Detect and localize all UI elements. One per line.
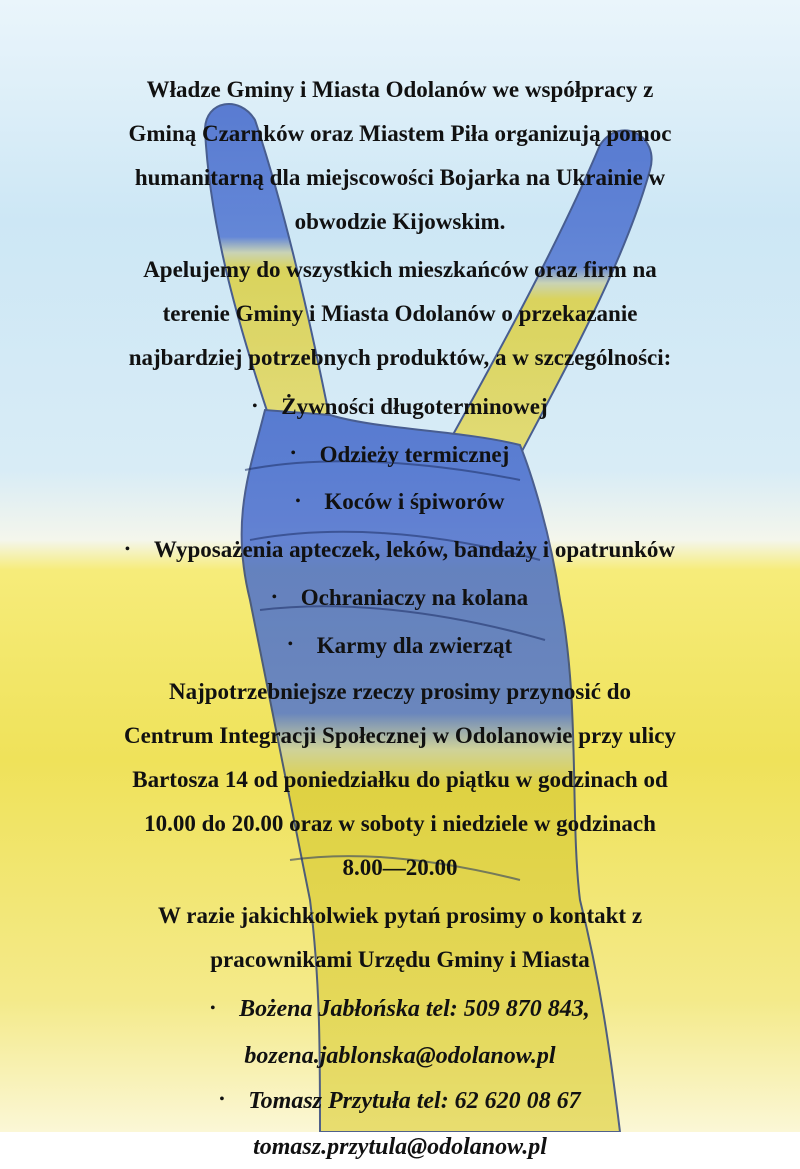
intro-line: obwodzie Kijowskim. [294,209,506,234]
intro-line: humanitarną dla miejscowości Bojarka na Ukrainie w [134,165,666,190]
contact-email-link[interactable]: tomasz.przytula@odolanow.pl [253,1134,547,1161]
bullet-icon: • [271,589,277,605]
flyer-content [0,68,800,1169]
bullet-icon: • [124,541,130,557]
list-item [0,527,800,575]
questions-paragraph [0,894,800,982]
list-item [0,623,800,671]
bullet-icon: • [219,1092,225,1108]
dropoff-paragraph [0,670,800,890]
dropoff-line: 10.00 do 20.00 oraz w soboty i niedziele w godzinach [144,811,656,837]
appeal-paragraph [0,248,800,380]
bullet-icon: • [210,1000,216,1016]
dropoff-line: Centrum Integracji Społecznej w Odolanowie przy ulicy [124,723,676,749]
list-item [0,479,800,527]
list-item-text: Koców i śpiworów [324,489,505,515]
contact-name-phone: Tomasz Przytuła tel: 62 620 08 67 [248,1087,581,1114]
list-item [0,575,800,623]
dropoff-line: 8.00—20.00 [342,855,458,881]
list-item-text: Odzieży termicznej [319,441,510,467]
bullet-icon: • [295,494,301,510]
appeal-line: terenie Gminy i Miasta Odolanów o przekazanie [162,301,638,326]
contact-item [0,1078,800,1125]
dropoff-line: Bartosza 14 od poniedziałku do piątku w godzinach od [132,767,668,793]
list-item [0,432,800,480]
questions-line: W razie jakichkolwiek pytań prosimy o kontakt z [157,903,643,929]
dropoff-line: Najpotrzebniejsze rzeczy prosimy przynosić do [168,679,632,705]
contact-name-phone: Bożena Jabłońska tel: 509 870 843, [239,996,590,1023]
questions-line: pracownikami Urzędu Gminy i Miasta [210,947,590,973]
contact-email-link[interactable]: bozena.jablonska@odolanow.pl [244,1042,556,1069]
list-item-text: Wyposażenia apteczek, leków, bandaży i opatrunków [153,537,676,563]
intro-paragraph [0,68,800,244]
needed-items-list [0,384,800,670]
list-item-text: Ochraniaczy na kolana [300,584,529,610]
appeal-line: najbardziej potrzebnych produktów, a w szczególności: [128,345,672,370]
appeal-line: Apelujemy do wszystkich mieszkańców oraz firm na [143,257,657,282]
list-item-text: Karmy dla zwierząt [316,632,513,658]
intro-line: Władze Gminy i Miasta Odolanów we współpracy z [146,77,654,102]
intro-line: Gminą Czarnków oraz Miastem Piła organizują pomoc [128,121,672,146]
bullet-icon: • [252,398,258,414]
contact-item [0,986,800,1033]
contacts-list [0,986,800,1169]
bullet-icon: • [287,637,293,653]
list-item-text: Żywności długoterminowej [281,394,548,419]
list-item [0,384,800,432]
bullet-icon: • [290,446,296,462]
